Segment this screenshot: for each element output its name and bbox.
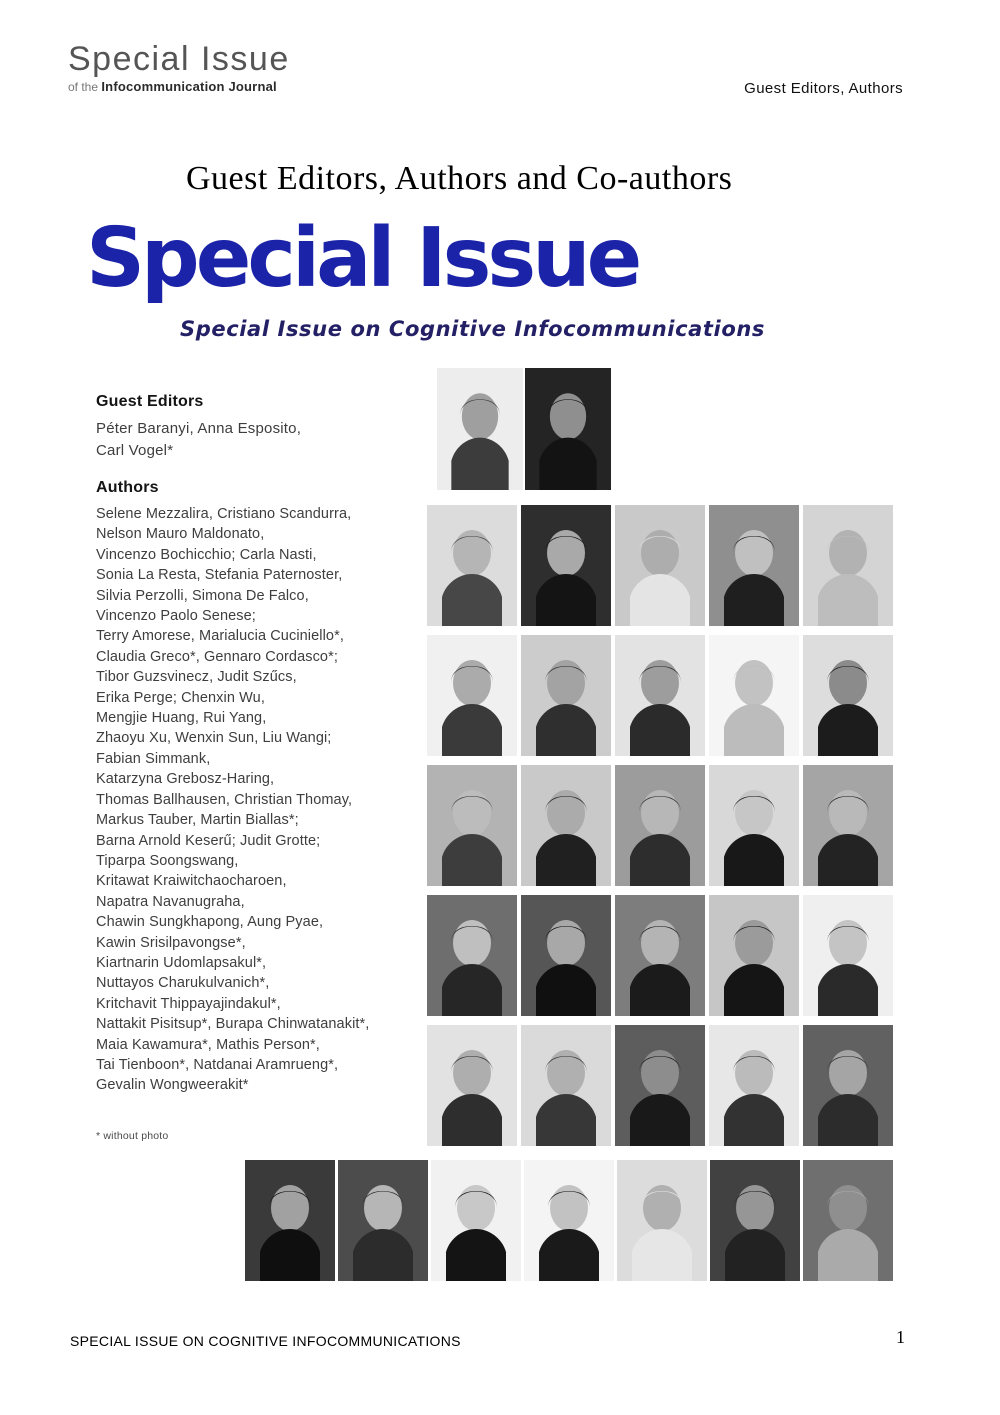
author-name-line: Sonia La Resta, Stefania Paternoster, [96, 567, 343, 584]
portrait-photo [521, 505, 611, 626]
author-name-line: Kawin Srisilpavongse*, [96, 934, 246, 951]
author-name-line: Erika Perge; Chenxin Wu, [96, 689, 265, 706]
footer-title: SPECIAL ISSUE ON COGNITIVE INFOCOMMUNICATIONS [70, 1333, 461, 1349]
portrait-photo [521, 765, 611, 886]
guest-editors-heading: Guest Editors [96, 393, 204, 410]
portrait-photo [709, 505, 799, 626]
author-name-line: Kiartnarin Udomlapsakul*, [96, 954, 267, 971]
author-name-line: Maia Kawamura*, Mathis Person*, [96, 1036, 320, 1053]
portrait-photo [617, 1160, 707, 1281]
author-name-line: Kritawat Kraiwitchaocharoen, [96, 873, 287, 890]
author-name-line: Kritchavit Thippayajindakul*, [96, 995, 281, 1012]
portrait-photo [803, 1025, 893, 1146]
author-name-line: Katarzyna Grebosz-Haring, [96, 771, 275, 788]
portrait-photo [803, 505, 893, 626]
journal-logo-title: Special Issue [68, 40, 290, 78]
guest-editors-section [96, 393, 431, 462]
author-name-line: Thomas Ballhausen, Christian Thomay, [96, 791, 353, 808]
portrait-photo [709, 895, 799, 1016]
author-name-line: Fabian Simmank, [96, 750, 211, 767]
special-issue-logo: Special Issue [86, 211, 639, 306]
author-name-line: Markus Tauber, Martin Biallas*; [96, 812, 299, 829]
issue-subtitle: Special Issue on Cognitive Infocommunications [180, 317, 766, 341]
author-name-line: Nuttayos Charukulvanich*, [96, 975, 270, 992]
author-name-line: Claudia Greco*, Gennaro Cordasco*; [96, 648, 338, 665]
author-name-line: Nattakit Pisitsup*, Burapa Chinwatanakit*, [96, 1016, 370, 1033]
authors-section [96, 479, 436, 1096]
portrait-photo [803, 895, 893, 1016]
portrait-photo [427, 635, 517, 756]
author-name-line: Zhaoyu Xu, Wenxin Sun, Liu Wangi; [96, 730, 332, 747]
portrait-photo [710, 1160, 800, 1281]
author-name-line: Barna Arnold Keserű; Judit Grotte; [96, 832, 321, 849]
author-name-line: Gevalin Wongweerakit* [96, 1077, 249, 1094]
portrait-photo [521, 635, 611, 756]
portrait-photo [338, 1160, 428, 1281]
portrait-photo [521, 895, 611, 1016]
author-name-line: Nelson Mauro Maldonato, [96, 526, 265, 543]
author-name-line: Mengjie Huang, Rui Yang, [96, 710, 267, 727]
page-title: Guest Editors, Authors and Co-authors [186, 160, 733, 197]
guest-editor-name-line: Carl Vogel* [96, 442, 174, 459]
portrait-photo [709, 765, 799, 886]
portrait-photo [615, 635, 705, 756]
authors-names [96, 504, 436, 1096]
author-name-line: Vincenzo Paolo Senese; [96, 608, 256, 625]
author-name-line: Selene Mezzalira, Cristiano Scandurra, [96, 506, 352, 522]
portrait-photo [803, 635, 893, 756]
logo-tagline-prefix: of the [68, 79, 99, 94]
author-name-line: Chawin Sungkhapong, Aung Pyae, [96, 914, 324, 931]
journal-logo-tagline [68, 79, 290, 94]
portrait-photo [431, 1160, 521, 1281]
author-photo-grid [427, 505, 893, 1146]
running-header: Guest Editors, Authors [744, 80, 903, 97]
portrait-photo [524, 1160, 614, 1281]
author-name-line: Terry Amorese, Marialucia Cuciniello*, [96, 628, 344, 645]
portrait-photo [521, 1025, 611, 1146]
author-name-line: Tibor Guzsvinecz, Judit Szűcs, [96, 669, 297, 686]
author-name-line: Tai Tienboon*, Natdanai Aramrueng*, [96, 1056, 339, 1073]
logo-tagline-journal: Infocommunication Journal [101, 78, 277, 94]
journal-logo [68, 42, 290, 94]
portrait-photo [437, 368, 523, 490]
author-name-line: Vincenzo Bochicchio; Carla Nasti, [96, 546, 317, 563]
author-name-line: Tiparpa Soongswang, [96, 852, 239, 869]
authors-heading: Authors [96, 479, 159, 496]
guest-editor-name-line: Péter Baranyi, Anna Esposito, [96, 420, 302, 437]
portrait-photo [427, 505, 517, 626]
guest-editor-photos [437, 368, 611, 490]
portrait-photo [709, 635, 799, 756]
guest-editors-names [96, 418, 431, 462]
portrait-photo [427, 1025, 517, 1146]
portrait-photo [803, 1160, 893, 1281]
portrait-photo [615, 505, 705, 626]
portrait-photo [615, 1025, 705, 1146]
author-name-line: Silvia Perzolli, Simona De Falco, [96, 587, 309, 604]
portrait-photo [615, 765, 705, 886]
portrait-photo [427, 765, 517, 886]
without-photo-note: * without photo [96, 1130, 169, 1142]
portrait-photo [525, 368, 611, 490]
page-number: 1 [896, 1327, 905, 1347]
portrait-photo [803, 765, 893, 886]
portrait-photo [615, 895, 705, 1016]
author-name-line: Napatra Navanugraha, [96, 893, 245, 910]
bottom-photo-row [245, 1160, 893, 1281]
portrait-photo [709, 1025, 799, 1146]
portrait-photo [427, 895, 517, 1016]
portrait-photo [245, 1160, 335, 1281]
